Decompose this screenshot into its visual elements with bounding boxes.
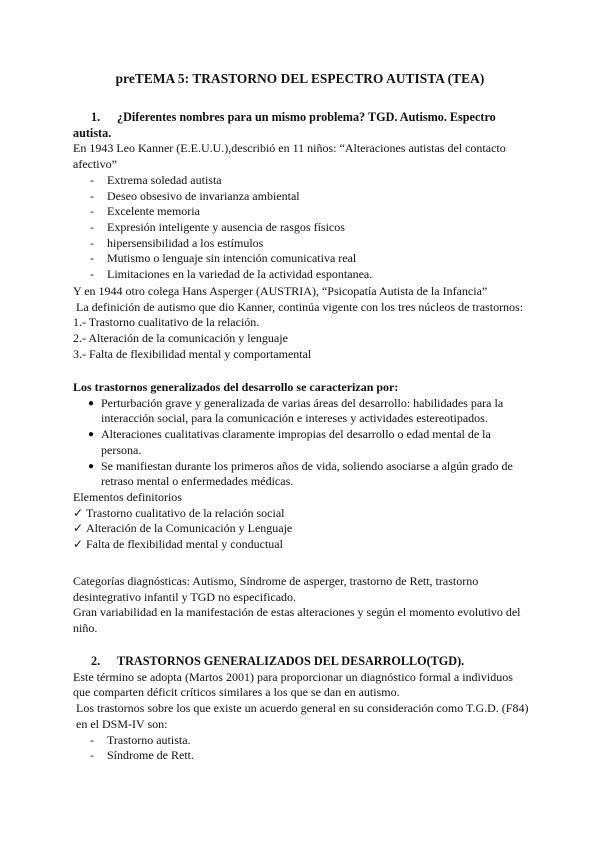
list-item: ● Alteraciones cualitativas claramente impropias del desarrollo o edad mental de la persona. [88, 427, 491, 457]
section-2-number: 2. [91, 654, 101, 668]
bullet-icon: ● [88, 460, 95, 472]
tgd-characteristics-heading: Los trastornos generalizados del desarrollo se caracterizan por: [73, 380, 399, 394]
bullet-icon: ● [88, 429, 95, 441]
tgd-characteristics-block [73, 380, 533, 553]
list-item: ✓ Falta de flexibilidad mental y conductual [73, 537, 283, 552]
nucleus-item: 3.- Falta de flexibilidad mental y comportamental [73, 346, 312, 361]
list-item: ✓ Trastorno cualitativo de la relación social [73, 505, 285, 520]
section-1-title: ¿Diferentes nombres para un mismo problema? TGD. Autismo. Espectro autista. [73, 110, 496, 140]
asperger-block [73, 284, 533, 363]
nucleus-item: 2.- Alteración de la comunicación y lenguaje [73, 331, 288, 346]
list-item: - Trastorno autista. [73, 733, 533, 749]
check-icon: ✓ [73, 521, 84, 536]
section-2 [73, 654, 533, 764]
kanner-traits-list [73, 173, 533, 283]
section-1-heading [73, 110, 533, 141]
list-item: ● Perturbación grave y generalizada de varias áreas del desarrollo: habilidades para la interacción social, para la comunicación e intereses y actividades estereotipados. [88, 395, 504, 426]
variability-paragraph: Gran variabilidad en la manifestación de estas alteraciones y según el momento evolutivo del niño. [73, 605, 521, 636]
document-title: preTEMA 5: TRASTORNO DEL ESPECTRO AUTISTA (TEA) [115, 71, 485, 86]
categories-block [73, 574, 533, 637]
list-item: - hipersensibilidad a los estímulos [73, 236, 533, 252]
section-2-paragraph-1: Este término se adopta (Martos 2001) para proporcionar un diagnóstico formal a individuos que comparten déficit críticos similares a los que se dan en autismo. [73, 669, 513, 700]
list-item: - Síndrome de Rett. [73, 748, 533, 764]
check-icon: ✓ [73, 505, 84, 520]
categories-paragraph: Categorías diagnósticas: Autismo, Síndrome de asperger, trastorno de Rett, trastorno desintegrativo infantil y TGD no especificado. [73, 574, 479, 604]
section-2-heading [73, 654, 533, 670]
list-item: - Deseo obsesivo de invarianza ambiental [73, 189, 533, 205]
section-1-number: 1. [91, 110, 101, 124]
elements-label: Elementos definitorios [73, 489, 182, 504]
bullet-icon: ● [88, 397, 95, 409]
check-icon: ✓ [73, 537, 84, 552]
section-2-paragraph-2: Los trastornos sobre los que existe un acuerdo general en su consideración como T.G.D. (F84) en el DSM-IV son: [76, 701, 529, 731]
list-item: ✓ Alteración de la Comunicación y Lenguaje [73, 521, 293, 536]
definition-paragraph: La definición de autismo que dio Kanner, continúa vigente con los tres núcleos de trastornos: [76, 299, 524, 314]
section-2-list [73, 733, 533, 764]
kanner-intro: En 1943 Leo Kanner (E.E.U.U.),describió en 11 niños: “Alteraciones autistas del contacto afectivo” [73, 141, 506, 172]
nucleus-item: 1.- Trastorno cualitativo de la relación. [73, 315, 260, 330]
section-1 [73, 110, 533, 283]
elements-list [73, 506, 533, 553]
list-item: - Extrema soledad autista [73, 173, 533, 189]
list-item: - Limitaciones en la variedad de la actividad espontanea. [73, 267, 533, 283]
section-2-title: TRASTORNOS GENERALIZADOS DEL DESARROLLO(TGD). [117, 654, 465, 668]
list-item: - Excelente memoria [73, 204, 533, 220]
list-item: - Expresión inteligente y ausencia de rasgos físicos [73, 220, 533, 236]
tgd-features-list [73, 396, 533, 490]
asperger-paragraph: Y en 1944 otro colega Hans Asperger (AUSTRIA), “Psicopatía Autista de la Infancia” [73, 284, 488, 298]
list-item: - Mutismo o lenguaje sin intención comunicativa real [73, 251, 533, 267]
list-item: ● Se manifiestan durante los primeros años de vida, soliendo asociarse a algún grado de retraso mental o enfermedades médicas. [88, 458, 513, 489]
